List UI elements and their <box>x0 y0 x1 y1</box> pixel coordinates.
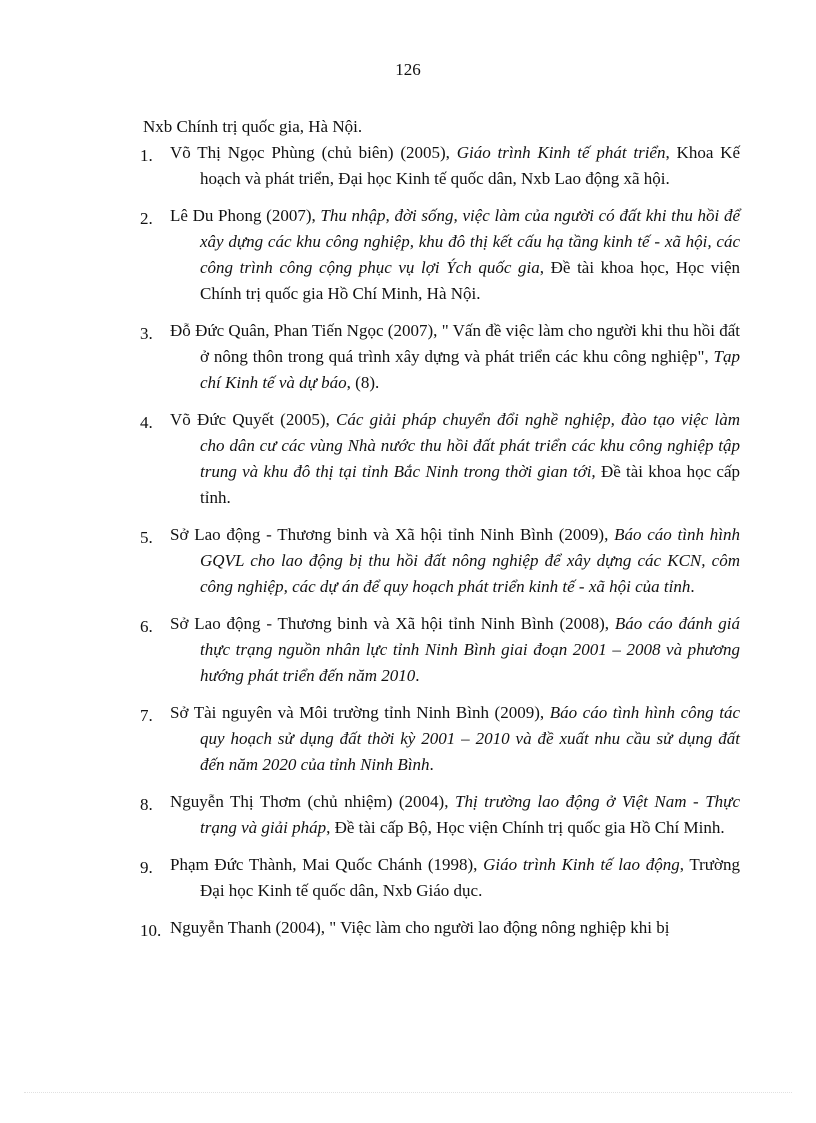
reference-title: Giáo trình Kinh tế lao động <box>483 855 680 874</box>
page-divider <box>24 1092 792 1093</box>
reference-text <box>170 611 740 689</box>
reference-segment: , Khoa Kế hoạch và phát triển, Đại học Kinh tế quốc dân, Nxb Lao động xã hội. <box>200 143 740 188</box>
reference-number: 9. <box>140 858 153 877</box>
reference-text <box>170 407 740 511</box>
reference-segment: Lê Du Phong (2007), <box>170 206 321 225</box>
reference-title: Thu nhập, đời sống, việc làm của người có đất khi thu hồi để xây dựng các khu công nghiệp, khu đô thị kết cấu hạ tầng kinh tế - xã hội, các công trình công cộng phục vụ lợi Ých quốc gia <box>200 206 741 277</box>
reference-title: Báo cáo đánh giá thực trạng nguồn nhân lực tỉnh Ninh Bình giai đoạn 2001 – 2008 và phương hướng phát triển đến năm 2010 <box>200 614 740 685</box>
reference-segment: Đỗ Đức Quân, Phan Tiến Ngọc (2007), " Vấn đề việc làm cho người khi thu hồi đất ở nông thôn trong quá trình xây dựng và phát triển các khu công nghiệp", <box>170 321 740 366</box>
reference-number: 8. <box>140 795 153 814</box>
reference-item <box>140 407 740 511</box>
reference-number: 6. <box>140 617 153 636</box>
reference-segment: , (8). <box>346 373 380 392</box>
reference-number: 7. <box>140 706 153 725</box>
reference-text <box>170 140 740 192</box>
reference-continuation: Nxb Chính trị quốc gia, Hà Nội. <box>143 117 363 136</box>
reference-number: 4. <box>140 413 153 432</box>
reference-item <box>140 140 740 192</box>
reference-text <box>170 789 740 841</box>
reference-title: Tạp chí Kinh tế và dự báo <box>200 347 740 392</box>
reference-item <box>140 318 740 396</box>
reference-text <box>170 915 740 941</box>
reference-segment: Sở Lao động - Thương binh và Xã hội tỉnh Ninh Bình (2009), <box>170 525 615 544</box>
reference-list <box>140 140 740 952</box>
reference-segment: Võ Thị Ngọc Phùng (chủ biên) (2005), <box>170 143 457 162</box>
reference-segment: Sở Lao động - Thương binh và Xã hội tỉnh Ninh Bình (2008), <box>170 614 615 633</box>
reference-segment: Đề tài khoa học cấp tỉnh. <box>200 462 740 507</box>
reference-title: Các giải pháp chuyển đổi nghề nghiệp, đào tạo việc làm cho dân cư các vùng Nhà nước thu hồi đất phát triển các khu công nghiệp tập trung và khu đô thị tại tỉnh Bắc Ninh trong thời gian tới, <box>200 410 740 481</box>
reference-segment: Nguyễn Thanh (2004), " Việc làm cho người lao động nông nghiệp khi bị <box>170 918 670 937</box>
reference-number: 10. <box>140 921 162 940</box>
reference-item <box>140 789 740 841</box>
reference-title: Báo cáo tình hình công tác quy hoạch sử dụng đất thời kỳ 2001 – 2010 và đề xuất nhu cầu sử dụng đất đến năm 2020 của tỉnh Ninh Bình <box>200 703 740 774</box>
reference-text <box>170 700 740 778</box>
reference-segment: Võ Đức Quyết (2005), <box>170 410 336 429</box>
reference-segment: . <box>429 755 434 774</box>
reference-item <box>140 522 740 600</box>
page-number: 126 <box>395 60 421 79</box>
reference-text <box>170 203 741 307</box>
reference-item <box>140 852 740 904</box>
reference-segment: . <box>415 666 420 685</box>
reference-title: Giáo trình Kinh tế phát triển <box>456 143 666 162</box>
reference-item <box>140 611 740 689</box>
reference-segment: Phạm Đức Thành, Mai Quốc Chánh (1998), <box>170 855 484 874</box>
reference-item <box>140 203 740 307</box>
reference-number: 2. <box>140 209 153 228</box>
reference-title: Thị trường lao động ở Việt Nam - Thực trạng và giải pháp <box>200 792 740 837</box>
reference-text <box>170 522 740 600</box>
reference-number: 5. <box>140 528 153 547</box>
reference-number: 1. <box>140 146 153 165</box>
reference-segment: Sở Tài nguyên và Môi trường tỉnh Ninh Bình (2009), <box>170 703 550 722</box>
reference-item <box>140 915 740 941</box>
reference-title: Báo cáo tình hình GQVL cho lao động bị thu hồi đất nông nghiệp để xây dựng các KCN, côm công nghiệp, các dự án để quy hoạch phát triển kinh tế - xã hội của tỉnh <box>200 525 740 596</box>
reference-number: 3. <box>140 324 153 343</box>
reference-text <box>170 852 740 904</box>
reference-item <box>140 700 740 778</box>
reference-segment: , Đề tài cấp Bộ, Học viện Chính trị quốc gia Hồ Chí Minh. <box>326 818 725 837</box>
reference-segment: . <box>690 577 695 596</box>
reference-segment: Nguyễn Thị Thơm (chủ nhiệm) (2004), <box>170 792 455 811</box>
reference-segment: , Đề tài khoa học, Học viện Chính trị quốc gia Hồ Chí Minh, Hà Nội. <box>200 258 740 303</box>
reference-segment: , Trường Đại học Kinh tế quốc dân, Nxb Giáo dục. <box>200 855 740 900</box>
reference-text <box>170 318 740 396</box>
